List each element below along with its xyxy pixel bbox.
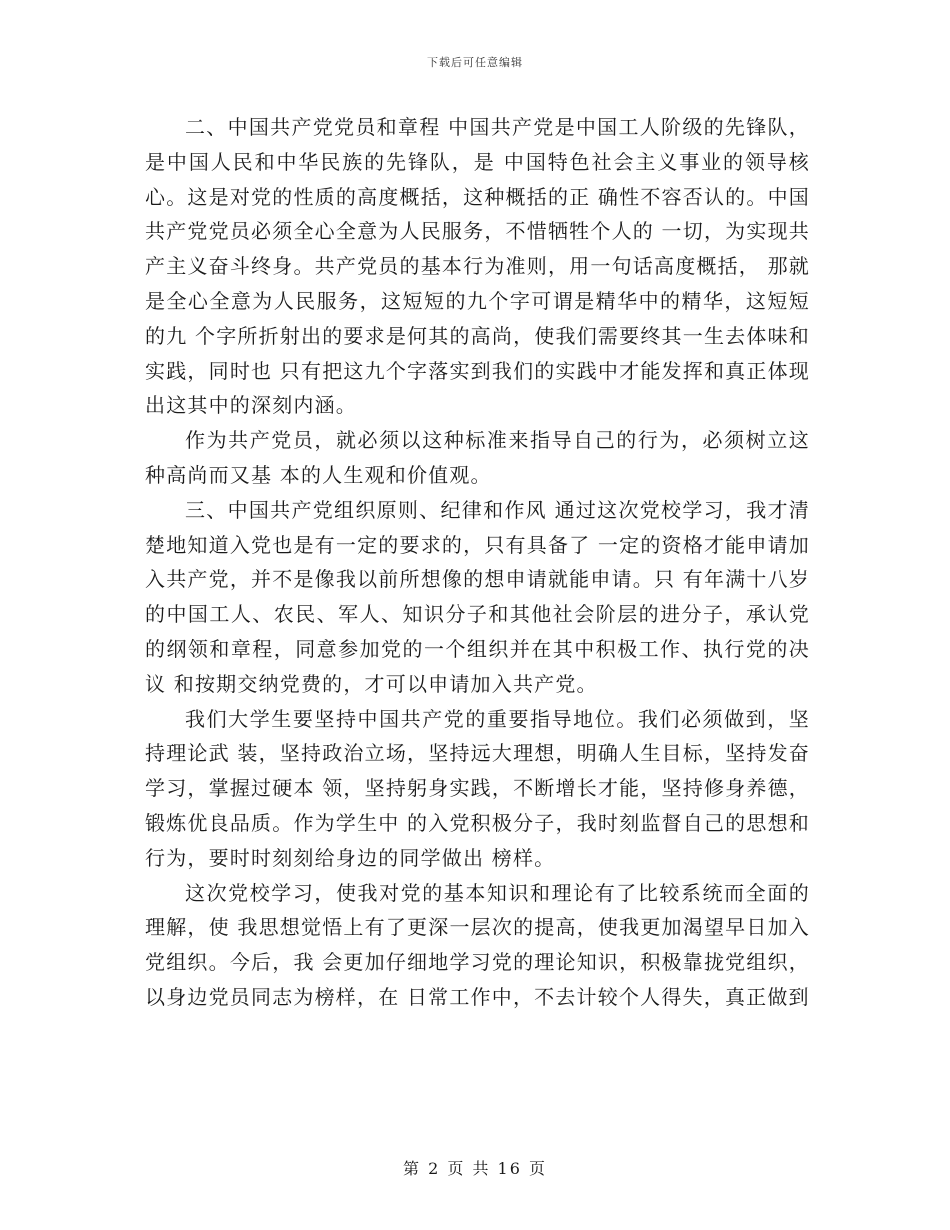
paragraph-students-guidance: 我们大学生要坚持中国共产党的重要指导地位。我们必须做到，坚持理论武 装，坚持政治立场，坚持远大理想，明确人生目标，坚持发奋学习，掌握过硬本 领，坚持躬身实践，不断增长才能，坚持修身养德，锻炼优良品质。作为学生中 的入党积极分子，我时刻监督自己的思想和行为，要时时刻刻给身边的同学做出 榜样。 (145, 706, 810, 870)
paragraph-worldview: 作为共产党员，就必须以这种标准来指导自己的行为，必须树立这种高尚而又基 本的人生观和价值观。 (145, 428, 810, 487)
paragraph-study-conclusion: 这次党校学习，使我对党的基本知识和理论有了比较系统而全面的理解，使 我思想觉悟上有了更深一层次的提高，使我更加渴望早日加入党组织。今后，我 会更加仔细地学习党的理论知识，积极靠拢党组织，以身边党员同志为榜样，在 日常工作中，不去计较个人得失，真正做到 (145, 880, 810, 1009)
document-body (145, 110, 810, 1015)
page-number: 第 2 页 共 16 页 (403, 1159, 547, 1178)
page-header: 下载后可任意编辑 (427, 56, 523, 69)
paragraph-organization-principles: 三、中国共产党组织原则、纪律和作风 通过这次党校学习，我才清楚地知道入党也是有一定的要求的，只有具备了 一定的资格才能申请加入共产党，并不是像我以前所想像的想申请就能申请。只 有年满十八岁的中国工人、农民、军人、知识分子和其他社会阶层的进分子，承认党的纲领和章程，同意参加党的一个组织并在其中积极工作、执行党的决议 和按期交纳党费的，才可以申请加入共产党。 (145, 497, 810, 696)
paragraph-party-members-charter: 二、中国共产党党员和章程 中国共产党是中国工人阶级的先锋队，是中国人民和中华民族的先锋队，是 中国特色社会主义事业的领导核心。这是对党的性质的高度概括，这种概括的正 确性不容否认的。中国共产党党员必须全心全意为人民服务，不惜牺牲个人的 一切，为实现共产主义奋斗终身。共产党员的基本行为准则，用一句话高度概括， 那就是全心全意为人民服务，这短短的九个字可谓是精华中的精华，这短短的九 个字所折射出的要求是何其的高尚，使我们需要终其一生去体味和实践，同时也 只有把这九个字落实到我们的实践中才能发挥和真正体现出这其中的深刻内涵。 (145, 115, 810, 418)
